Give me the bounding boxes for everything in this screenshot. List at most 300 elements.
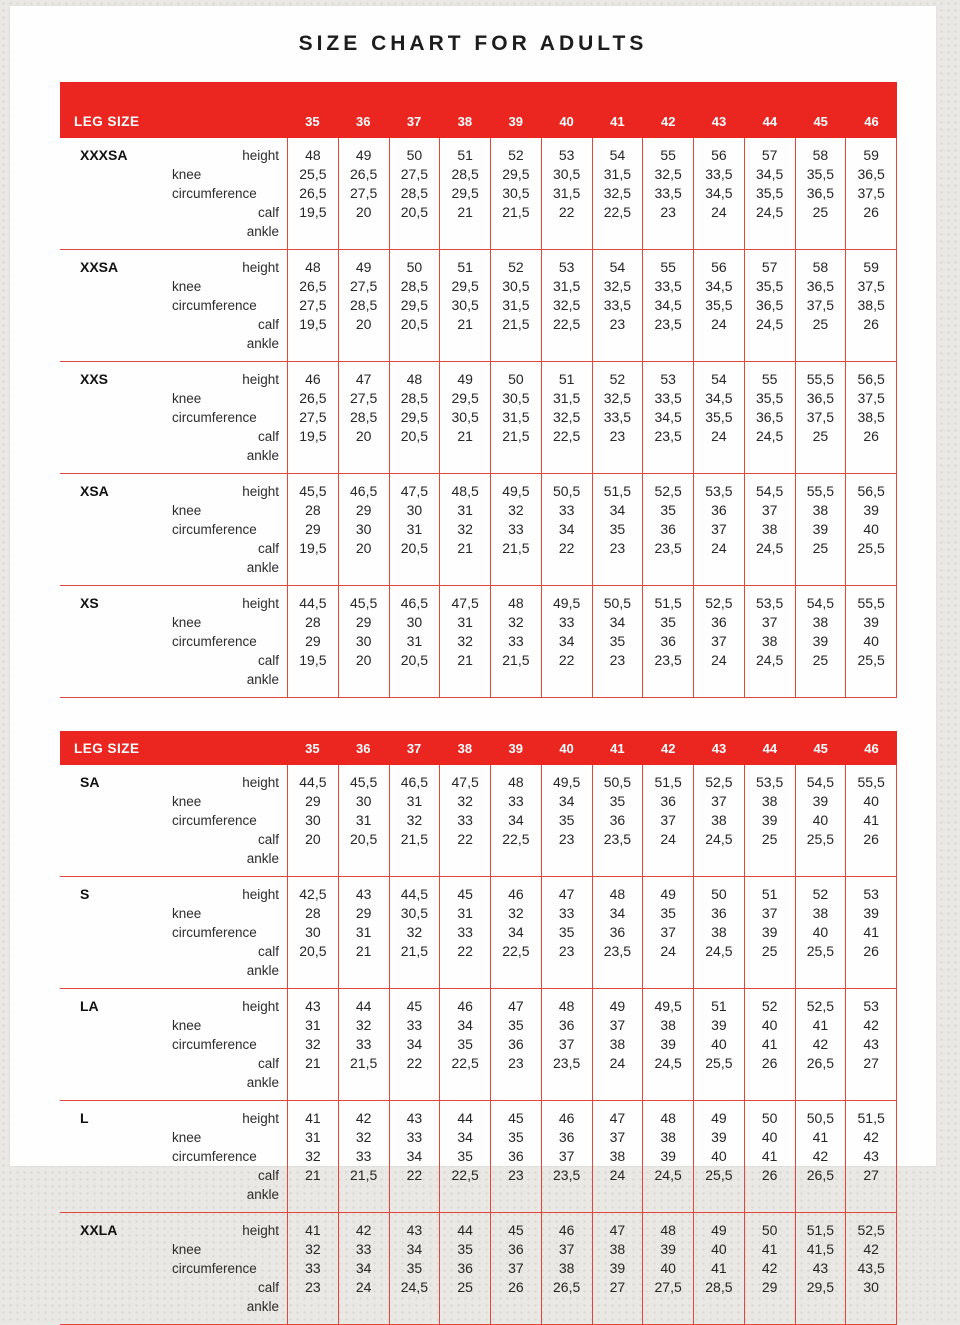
measure-value: 38 [609, 1036, 626, 1052]
measure-value: 30 [305, 812, 321, 828]
measure-value: 20 [355, 540, 372, 556]
value-column [541, 877, 592, 988]
measure-value: 30,5 [502, 185, 530, 201]
measure-row-label: ankle [246, 336, 279, 351]
measure-value: 31 [457, 502, 473, 518]
measure-value: 26,5 [299, 390, 327, 406]
measure-value: 32 [457, 793, 473, 809]
value-column [439, 362, 490, 473]
measure-row-label: ankle [246, 1187, 279, 1202]
size-column-header: 42 [660, 740, 676, 756]
measure-row-label: ankle [246, 963, 279, 978]
measure-value: 33,5 [603, 297, 631, 313]
measure-row-label: calf [257, 541, 279, 556]
size-group-name: XXLA [80, 1222, 118, 1238]
measure-value: 24,5 [756, 652, 784, 668]
measure-value: 29 [305, 633, 321, 649]
measure-value: 49 [711, 1222, 727, 1238]
value-column [439, 1101, 490, 1212]
value-column [439, 1213, 490, 1324]
measure-row-label: height [242, 596, 279, 611]
measure-value: 53 [558, 147, 575, 163]
size-group-xsa [60, 474, 897, 586]
measure-value: 30 [355, 633, 372, 649]
measure-value: 23,5 [654, 316, 682, 332]
measure-value: 35,5 [756, 278, 784, 294]
measure-value: 24,5 [756, 204, 784, 220]
measure-value: 46,5 [400, 774, 428, 790]
measure-value: 36 [660, 521, 676, 537]
measure-value: 39 [660, 1148, 676, 1164]
measure-value: 33 [406, 1129, 423, 1145]
measure-value: 38 [812, 502, 829, 518]
measure-value: 44,5 [299, 774, 327, 790]
measure-value: 25,5 [705, 1055, 733, 1071]
measure-value: 38 [761, 521, 778, 537]
group-label-cell [60, 362, 287, 473]
measure-value: 23 [609, 316, 626, 332]
measure-value: 24 [609, 1055, 626, 1071]
value-column [693, 250, 744, 361]
measure-value: 32 [508, 614, 524, 630]
measure-value: 40 [761, 1129, 778, 1145]
measure-value: 48 [406, 371, 423, 387]
measure-value: 36 [660, 633, 676, 649]
measure-row-label: ankle [246, 672, 279, 687]
measure-value: 39 [863, 905, 879, 921]
measure-row-label: height [242, 148, 279, 163]
measure-value: 31,5 [553, 185, 581, 201]
measure-value: 25,5 [299, 166, 327, 182]
measure-value: 21,5 [502, 652, 530, 668]
measure-value: 23,5 [654, 652, 682, 668]
measure-value: 27,5 [299, 297, 327, 313]
value-column [744, 877, 795, 988]
value-column [693, 989, 744, 1100]
measure-value: 22 [406, 1167, 423, 1183]
size-group-xxs [60, 362, 897, 474]
value-column [439, 877, 490, 988]
measure-value: 29 [305, 521, 321, 537]
measure-value: 59 [863, 259, 879, 275]
size-group-name: XXS [80, 371, 109, 387]
measure-value: 58 [812, 147, 829, 163]
measure-value: 37 [609, 1129, 626, 1145]
value-column [338, 877, 389, 988]
measure-value: 24 [711, 428, 727, 444]
measure-value: 56,5 [857, 371, 885, 387]
value-column [642, 250, 693, 361]
measure-value: 34 [558, 793, 575, 809]
value-column [795, 765, 846, 876]
measure-value: 34 [558, 633, 575, 649]
size-column-header: 39 [508, 114, 523, 129]
measure-value: 46 [508, 886, 524, 902]
measure-value: 36,5 [756, 297, 784, 313]
measure-value: 51 [558, 371, 575, 387]
measure-value: 29,5 [451, 390, 479, 406]
measure-value: 41 [863, 924, 879, 940]
value-column [795, 250, 846, 361]
value-column [845, 362, 897, 473]
measure-value: 25 [457, 1279, 473, 1295]
measure-row-labels [172, 482, 279, 577]
size-column-header: 44 [762, 114, 778, 129]
value-column [338, 1213, 389, 1324]
size-group-name: SA [80, 774, 100, 790]
value-column [693, 138, 744, 249]
measure-value: 28,5 [451, 166, 479, 182]
measure-value: 21 [457, 428, 473, 444]
group-label-cell [60, 586, 287, 697]
measure-value: 51 [457, 147, 473, 163]
measure-value: 32,5 [603, 390, 631, 406]
value-column [795, 138, 846, 249]
size-column-header: 39 [508, 740, 523, 756]
measure-value: 21,5 [350, 1167, 378, 1183]
measure-value: 37 [508, 1260, 524, 1276]
measure-value: 25,5 [857, 652, 885, 668]
measure-value: 41 [305, 1222, 321, 1238]
measure-row-label: calf [257, 317, 279, 332]
measure-value: 44 [457, 1110, 473, 1126]
measure-value: 21 [457, 540, 473, 556]
measure-value: 48 [558, 998, 575, 1014]
measure-value: 41 [863, 812, 879, 828]
value-column [439, 989, 490, 1100]
measure-value: 47 [609, 1110, 626, 1126]
measure-row-label: knee circumference [172, 391, 257, 425]
measure-value: 20,5 [400, 540, 428, 556]
value-column [490, 1213, 541, 1324]
page-title: SIZE CHART FOR ADULTS [298, 32, 648, 55]
measure-value: 31 [305, 1017, 321, 1033]
measure-value: 25,5 [857, 540, 885, 556]
size-group-sa [60, 765, 897, 877]
measure-row-label: height [242, 260, 279, 275]
measure-value: 53 [660, 371, 676, 387]
value-column [541, 765, 592, 876]
measure-value: 31,5 [603, 166, 631, 182]
measure-value: 48,5 [451, 483, 479, 499]
measure-value: 23 [558, 943, 575, 959]
measure-value: 35 [508, 1129, 524, 1145]
measure-value: 53,5 [705, 483, 733, 499]
value-column [795, 1101, 846, 1212]
value-column [389, 474, 440, 585]
measure-value: 27,5 [350, 390, 378, 406]
measure-value: 38 [711, 812, 727, 828]
measure-value: 49 [609, 998, 626, 1014]
value-column [642, 474, 693, 585]
measure-value: 39 [863, 502, 879, 518]
measure-row-label: knee circumference [172, 503, 257, 537]
group-label-cell [60, 877, 287, 988]
measure-value: 27 [863, 1055, 879, 1071]
measure-value: 50 [711, 886, 727, 902]
measure-value: 42 [812, 1036, 829, 1052]
measure-value: 33,5 [654, 390, 682, 406]
measure-value: 35 [558, 812, 575, 828]
measure-value: 25,5 [705, 1167, 733, 1183]
measure-value: 49 [355, 259, 372, 275]
measure-value: 30,5 [502, 278, 530, 294]
measure-value: 26 [761, 1167, 778, 1183]
value-column [642, 586, 693, 697]
measure-value: 39 [812, 793, 829, 809]
measure-value: 52 [761, 998, 778, 1014]
value-column [845, 1101, 897, 1212]
measure-value: 43 [863, 1036, 879, 1052]
size-column-header: 36 [356, 740, 371, 756]
measure-value: 24,5 [705, 831, 733, 847]
value-column [744, 362, 795, 473]
value-column [287, 765, 338, 876]
measure-value: 23 [609, 540, 626, 556]
measure-value: 47 [355, 371, 372, 387]
measure-value: 43 [406, 1110, 423, 1126]
measure-value: 30,5 [451, 297, 479, 313]
measure-value: 29,5 [451, 278, 479, 294]
measure-row-label: knee circumference [172, 279, 257, 313]
measure-row-label: ankle [246, 560, 279, 575]
value-column [845, 989, 897, 1100]
measure-value: 20,5 [400, 428, 428, 444]
value-column [592, 877, 643, 988]
value-column [490, 362, 541, 473]
measure-row-label: height [242, 887, 279, 902]
size-column-header: 45 [813, 740, 828, 756]
group-label-cell [60, 1213, 287, 1324]
value-column [795, 586, 846, 697]
size-column-header: 44 [762, 740, 778, 756]
measure-value: 25 [812, 316, 829, 332]
group-label-cell [60, 1101, 287, 1212]
measure-value: 26 [508, 1279, 524, 1295]
measure-row-label: height [242, 1223, 279, 1238]
measure-value: 43 [812, 1260, 829, 1276]
measure-value: 32,5 [553, 297, 581, 313]
measure-value: 32 [305, 1241, 321, 1257]
measure-value: 21,5 [400, 831, 428, 847]
measure-value: 26,5 [299, 278, 327, 294]
measure-value: 41 [711, 1260, 727, 1276]
measure-value: 34,5 [705, 278, 733, 294]
size-group-name: XS [80, 595, 99, 611]
measure-value: 35,5 [705, 297, 733, 313]
measure-value: 46 [558, 1222, 575, 1238]
measure-value: 24 [355, 1279, 372, 1295]
measure-value: 26,5 [350, 166, 378, 182]
measure-value: 39 [812, 521, 829, 537]
measure-value: 56,5 [857, 483, 885, 499]
value-column [693, 474, 744, 585]
measure-value: 41 [761, 1148, 778, 1164]
measure-row-label: knee circumference [172, 794, 257, 828]
measure-value: 35 [508, 1017, 524, 1033]
measure-value: 36 [609, 812, 626, 828]
measure-value: 31 [305, 1129, 321, 1145]
measure-value: 30,5 [553, 166, 581, 182]
measure-value: 56 [711, 259, 727, 275]
value-column [592, 138, 643, 249]
measure-value: 24 [660, 831, 676, 847]
measure-value: 24,5 [654, 1055, 682, 1071]
measure-value: 38 [812, 905, 829, 921]
value-column [287, 1213, 338, 1324]
measure-value: 37 [761, 502, 778, 518]
value-column [642, 1213, 693, 1324]
measure-value: 23 [508, 1055, 524, 1071]
measure-value: 35 [609, 793, 626, 809]
measure-value: 38,5 [857, 297, 885, 313]
measure-value: 33 [457, 924, 473, 940]
measure-value: 26,5 [806, 1167, 834, 1183]
measure-value: 50,5 [603, 774, 631, 790]
measure-value: 38,5 [857, 409, 885, 425]
measure-value: 54 [711, 371, 727, 387]
measure-value: 34 [558, 521, 575, 537]
measure-value: 25 [812, 540, 829, 556]
measure-value: 35 [609, 521, 626, 537]
measure-row-label: ankle [246, 851, 279, 866]
measure-value: 37,5 [806, 409, 834, 425]
value-column [845, 586, 897, 697]
measure-row-labels [172, 773, 279, 868]
measure-value: 20,5 [400, 204, 428, 220]
measure-value: 39 [660, 1241, 676, 1257]
measure-value: 39 [609, 1260, 626, 1276]
measure-value: 32 [305, 1036, 321, 1052]
measure-value: 42 [863, 1241, 879, 1257]
value-column [845, 877, 897, 988]
measure-value: 23,5 [553, 1167, 581, 1183]
value-column [338, 586, 389, 697]
measure-value: 33 [406, 1017, 423, 1033]
measure-value: 38 [761, 633, 778, 649]
measure-value: 43 [355, 886, 372, 902]
measure-value: 38 [761, 793, 778, 809]
measure-value: 24,5 [654, 1167, 682, 1183]
measure-value: 28 [305, 614, 321, 630]
measure-value: 41,5 [806, 1241, 834, 1257]
measure-value: 51,5 [806, 1222, 834, 1238]
measure-value: 30 [863, 1279, 879, 1295]
measure-value: 22,5 [451, 1055, 479, 1071]
measure-value: 26,5 [299, 185, 327, 201]
size-column-header: 46 [864, 114, 879, 129]
value-column [389, 877, 440, 988]
value-column [338, 474, 389, 585]
size-group-name: XSA [80, 483, 109, 499]
measure-value: 21,5 [502, 316, 530, 332]
measure-value: 31 [457, 614, 473, 630]
measure-value: 47 [508, 998, 524, 1014]
measure-value: 22 [457, 943, 473, 959]
measure-value: 50,5 [603, 595, 631, 611]
measure-value: 36 [508, 1036, 524, 1052]
measure-value: 24,5 [705, 943, 733, 959]
measure-value: 45,5 [299, 483, 327, 499]
measure-value: 26,5 [806, 1055, 834, 1071]
measure-value: 50 [406, 259, 423, 275]
measure-value: 54,5 [756, 483, 784, 499]
size-group-la [60, 989, 897, 1101]
measure-value: 28 [305, 905, 321, 921]
measure-row-label: height [242, 372, 279, 387]
measure-value: 34 [406, 1036, 423, 1052]
measure-value: 53 [863, 886, 879, 902]
measure-value: 21 [457, 316, 473, 332]
measure-value: 33,5 [654, 185, 682, 201]
leg-size-label: LEG SIZE [74, 114, 140, 129]
measure-value: 25,5 [806, 943, 834, 959]
size-column-header: 35 [305, 114, 320, 129]
measure-row-label: calf [257, 1168, 279, 1183]
measure-row-labels [172, 594, 279, 689]
size-group-name: S [80, 886, 90, 902]
measure-value: 27,5 [400, 166, 428, 182]
measure-value: 25 [761, 943, 778, 959]
measure-value: 31,5 [553, 278, 581, 294]
value-column [693, 362, 744, 473]
measure-value: 21,5 [350, 1055, 378, 1071]
measure-value: 38 [660, 1017, 676, 1033]
measure-value: 43 [305, 998, 321, 1014]
group-label-cell [60, 138, 287, 249]
measure-value: 22,5 [502, 943, 530, 959]
measure-value: 58 [812, 259, 829, 275]
measure-value: 46 [457, 998, 473, 1014]
measure-value: 49,5 [553, 595, 581, 611]
value-column [490, 250, 541, 361]
value-column [389, 765, 440, 876]
value-column [439, 138, 490, 249]
measure-value: 22 [558, 204, 575, 220]
measure-value: 24,5 [756, 428, 784, 444]
value-column [845, 250, 897, 361]
value-column [389, 1213, 440, 1324]
measure-value: 32 [355, 1129, 372, 1145]
size-group-name: XXXSA [80, 147, 128, 163]
value-column [592, 250, 643, 361]
measure-value: 40 [863, 793, 879, 809]
measure-value: 22,5 [451, 1167, 479, 1183]
measure-value: 37 [711, 793, 727, 809]
value-column [287, 877, 338, 988]
measure-value: 29 [305, 793, 321, 809]
measure-value: 37 [609, 1017, 626, 1033]
measure-value: 33 [558, 502, 575, 518]
measure-value: 21 [305, 1167, 321, 1183]
measure-value: 55 [761, 371, 778, 387]
value-column [389, 362, 440, 473]
measure-value: 21 [457, 652, 473, 668]
value-column [642, 362, 693, 473]
measure-value: 43,5 [857, 1260, 885, 1276]
measure-value: 25 [812, 428, 829, 444]
measure-value: 37,5 [806, 297, 834, 313]
measure-value: 29,5 [451, 185, 479, 201]
measure-value: 24,5 [756, 540, 784, 556]
measure-value: 38 [609, 1148, 626, 1164]
measure-value: 29 [355, 614, 372, 630]
measure-value: 35 [609, 633, 626, 649]
page-sheet [10, 6, 936, 1314]
measure-value: 47,5 [400, 483, 428, 499]
value-column [744, 474, 795, 585]
measure-value: 23 [609, 428, 626, 444]
